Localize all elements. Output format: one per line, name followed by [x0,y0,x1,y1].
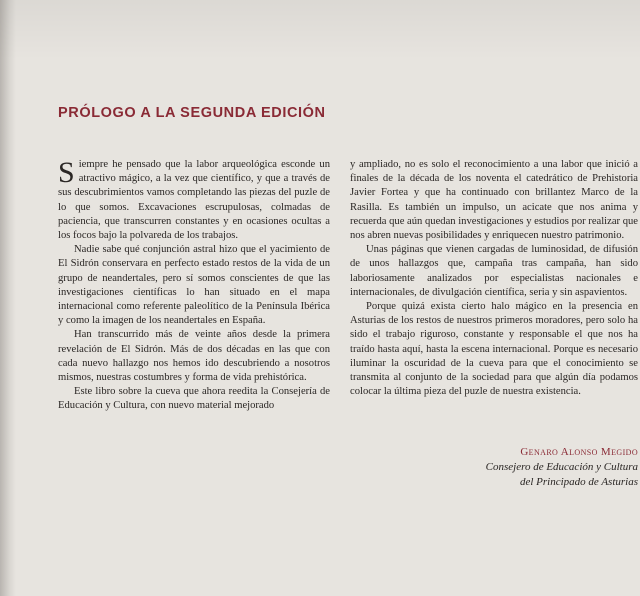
paragraph-6: Unas páginas que vienen cargadas de luminosidad, de difusión de unos hallazgos que, campaña tras campaña, han sido laboriosamente analizados por especialistas nacionales e internacionales, de divulgación científica, seria y sin aspavientos. [350,244,638,298]
paragraph-4: Este libro sobre la cueva que ahora reedita la Consejería de Educación y Cultura, con nuevo material mejorado [58,386,330,412]
paragraph-3: Han transcurrido más de veinte años desde la primera revelación de El Sidrón. Más de dos décadas en las que con cada nuevo hallazgo nos hemos ido descubriendo a nosotros mismos, nuestras costumbres y forma de vida prehistórica. [58,329,330,384]
right-column [350,158,638,399]
signature-institution: del Principado de Asturias [519,476,638,488]
page-top-shade [0,0,640,60]
page-title: PRÓLOGO A LA SEGUNDA EDICIÓN [58,105,326,121]
paragraph-1-text: iempre he pensado que la labor arqueológica esconde un atractivo mágico, a la vez que científico, y que a través de sus descubrimientos vamos completando las piezas del puzle de lo que somos. Excavaciones escrupulosas, colmadas de paciencia, que transcurren constantes y en ocasiones ocultas a los focos bajo la polvareda de los trabajos. [58,159,330,242]
signature-block [430,444,638,490]
page-gutter-shadow [0,0,16,596]
paragraph-1 [58,158,330,243]
paragraph-2: Nadie sabe qué conjunción astral hizo que el yacimiento de El Sidrón conservara en perfecto estado restos de la vida de un grupo de neandertales, pero sí somos conscientes de que las investigaciones científicas lo han situado en el mapa internacional como referente paleolítico de la Península Ibérica y como la imagen de los neandertales en España. [58,244,330,327]
left-column [58,158,330,414]
signature-role: Consejero de Educación y Cultura [485,461,638,473]
signature-name: Genaro Alonso Megido [520,446,638,458]
drop-cap: S [58,156,75,189]
paragraph-7: Porque quizá exista cierto halo mágico en la presencia en Asturias de los restos de nuestros primeros moradores, pero solo ha sido el trabajo riguroso, constante y responsable el que nos ha traído hasta aquí, hasta la escena internacional. Porque es necesario iluminar la oscuridad de la cueva para que el conocimiento se transmita al conjunto de la sociedad para que algún día podamos colocar la última pieza del puzle de nuestra existencia. [350,301,638,398]
paragraph-5: y ampliado, no es solo el reconocimiento a una labor que inició a finales de la década de los noventa el catedrático de Prehistoria Javier Fortea y que ha continuado con brillantez Marco de la Rasilla. Es también un impulso, un acicate que nos anima y recuerda que aún quedan investigaciones y estudios por realizar que nos abren nuevas posibilidades y enriquecen nuestro patrimonio. [350,159,638,242]
